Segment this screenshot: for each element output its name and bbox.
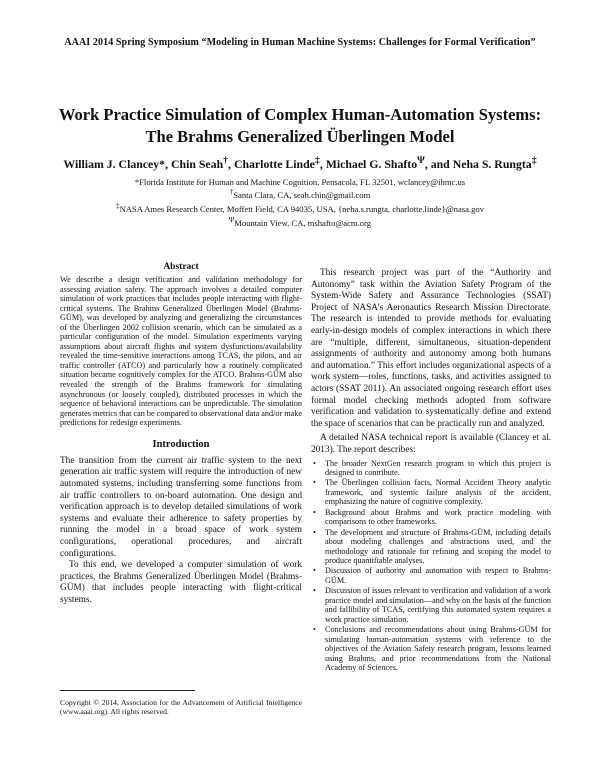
right-column — [311, 268, 551, 673]
author: Chin Seah†, — [171, 155, 234, 171]
author-list — [0, 155, 600, 172]
paper-title — [0, 104, 600, 148]
intro-paragraph-1: The transition from the current air traffic system to the next generation air traffic system will require the introduction of new automated systems, including transferring some functions from air traffic controllers to on-board automation. One design and verification approach is to develop detailed simulations of work systems and evaluate their adherence to safety properties by running the model in a broad space of work system configurations, operational procedures, and aircraft configurations. — [60, 455, 302, 559]
running-head: AAAI 2014 Spring Symposium “Modeling in Human Machine Systems: Challenges for Formal Verification” — [64, 37, 536, 48]
bullet-icon: • — [313, 586, 316, 596]
intro-paragraph-2: To this end, we developed a computer simulation of work practices, the Brahms Generalized Überlingen Model (Brahms-GÜM) that includes people interacting with flight-critical systems. — [60, 560, 302, 605]
list-item: • Conclusions and recommendations about using Brahms-GÜM for simulating human-automation systems with reference to the objectives of the Aviation Safety research program, lessons learned using Brahms, and prior recommendations from the National Academy of Sciences. — [313, 625, 551, 673]
author: Charlotte Linde‡, — [233, 155, 326, 171]
footnote-rule — [60, 690, 195, 691]
list-item: • The broader NextGen research program to which this project is designed to contribute. — [313, 458, 551, 477]
title-line-1: Work Practice Simulation of Complex Human-Automation Systems: — [58, 105, 542, 124]
left-column — [60, 262, 302, 606]
affiliation: ‡NASA Ames Research Center, Moffett Field, CA 94035, USA, {neha.s.rungta, charlotte.linde}@nasa.gov — [116, 202, 484, 214]
abstract-text: We describe a design verification and validation methodology for assessing aviation safety. The approach involves a detailed computer simulation of work practices that includes people interacting with flight-critical systems. The Brahms Generalized Überlingen Model (Brahms-GÜM), was developed by analyzing and generalizing the circumstances of the Überlingen 2002 collision scenario, which can be simulated as a particular configuration of the model. Simulation experiments varying assumptions about aircraft flights and system dysfunctions/availability revealed the time-sensitive interactions among TCAS, the pilots, and air traffic controller (ATCO) and particularly how a routinely complicated situation became cognitively complex for the ATCO. Brahms-GÜM also revealed the strength of the Brahms framework for simulating asynchronous (or loosely coupled), distributed processes in which the sequence of behavioral interactions can be unpredictable. The simulation generates metrics that can be compared to observational data and/or make predictions for redesign experiments. — [60, 275, 302, 428]
copyright-notice: Copyright © 2014, Association for the Advancement of Artificial Intelligence (www.aaai.org). All rights reserved. — [60, 698, 302, 716]
bullet-icon: • — [313, 507, 316, 517]
affiliation: †Santa Clara, CA, seah.chin@gmail.com — [229, 188, 371, 200]
report-contents-list — [311, 459, 551, 673]
list-item: • Background about Brahms and work practice modeling with comparisons to other frameworks. — [313, 507, 551, 527]
project-paragraph: This research project was part of the “Authority and Autonomy” task within the Aviation Safety Program of the System-Wide Safety and Assurance Technologies (SSAT) Project of NASA’s Aeronautics Research Mission Directorate. The research is intended to provide methods for evaluating early-in-design models of complex interactions in which there are “multiple, different, simultaneous, situation-dependent assignments of authority and autonomy among both humans and automation.” This effort includes organizational aspects of a work system—roles, functions, tasks, and activities assigned to actors (SSAT 2011). An associated ongoing research effort uses formal model checking methods adopted from software verification and validation to systematically define and extend the space of scenarios that can be practically run and analyzed. — [311, 268, 551, 429]
affiliation: $^\Psi$Mountain View, CA, mshafto@acm.org — [228, 216, 372, 228]
list-item: • Discussion of authority and automation with respect to Brahms-GÜM. — [313, 566, 551, 585]
bullet-icon: • — [313, 566, 316, 576]
bullet-icon: • — [313, 478, 316, 488]
author: William J. Clancey*, — [63, 156, 171, 171]
bullet-icon: • — [313, 527, 316, 537]
report-paragraph: A detailed NASA technical report is available (Clancey et al. 2013). The report describes: — [311, 433, 551, 455]
author: Neha S. Rungta‡ — [452, 155, 537, 171]
bullet-icon: • — [313, 458, 316, 468]
list-item: • The Überlingen collision facts, Normal Accident Theory analytic framework, and systemic failure analysis of the accident, emphasizing the nature of cognitive complexity. — [313, 478, 551, 507]
affiliation: *Florida Institute for Human and Machine Cognition, Pensacola, FL 32501, wclancey@ihmc.us — [134, 176, 466, 187]
introduction-heading: Introduction — [152, 438, 210, 450]
list-item: • Discussion of issues relevant to verification and validation of a work practice model and simulation—and why on the basis of the function and fallibility of TCAS, certifying this automated system requires a work practice simulation. — [313, 586, 552, 624]
abstract-heading: Abstract — [163, 262, 199, 272]
list-item: • The development and structure of Brahms-GÜM, including details about modeling challenges and abstractions used, and the methodology and rationale for refining and scoping the model to produce quantifiable analyses. — [313, 527, 551, 566]
bullet-icon: • — [313, 625, 316, 635]
author: Michael G. Shafto$^\Psi$, and — [325, 155, 453, 171]
title-line-2: The Brahms Generalized Überlingen Model — [145, 127, 455, 146]
